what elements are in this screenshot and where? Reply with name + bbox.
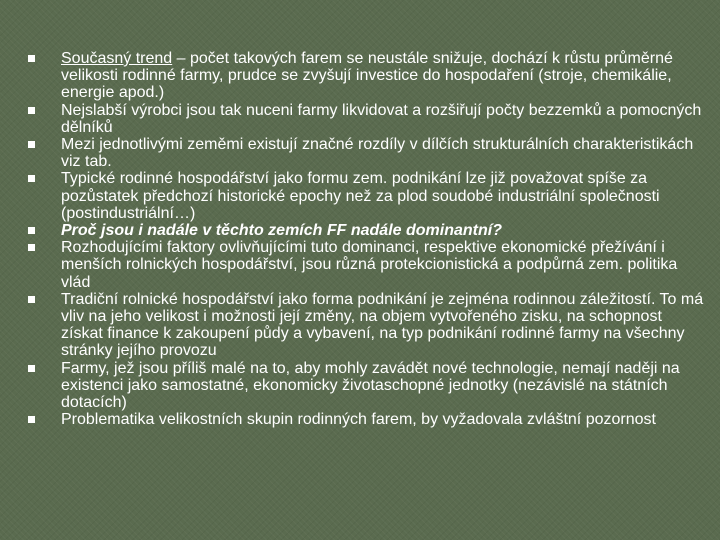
- bullet-text: Farmy, jež jsou příliš malé na to, aby mohly zavádět nové technologie, nemají naději na existenci jako samostatné, ekonomicky životaschopné jednotky (nezávislé na státních dotacích): [61, 359, 680, 412]
- bullet-list: [28, 50, 708, 428]
- bullet-text: Tradiční rolnické hospodářství jako forma podnikání je zejména rodinnou záležitostí. To má vliv na jeho velikost i možnosti její změny, na objem vytvořeného zisku, na schopnost získat finance k zakoupení půdy a vybavení, na typ podnikání rodinné farmy na všechny stránky jejího provozu: [61, 290, 704, 360]
- bullet-lead-underlined: Současný trend: [61, 50, 173, 67]
- bullet-question-text: Proč jsou i nadále v těchto zemích FF nadále dominantní?: [61, 222, 502, 240]
- square-bullet-icon: [28, 416, 35, 423]
- square-bullet-icon: [28, 175, 35, 182]
- bullet-item: [28, 239, 708, 291]
- bullet-item: [28, 291, 708, 360]
- bullet-text: – počet takových farem se neustále snižuje, dochází k růstu průměrné velikosti rodinné farmy, prudce se zvyšují investice do hospodaření (stroje, chemikálie, energie apod.): [61, 50, 673, 102]
- bullet-item: [28, 50, 708, 102]
- bullet-item: [28, 170, 708, 222]
- bullet-text: Mezi jednotlivými zeměmi existují značné rozdíly v dílčích strukturálních charakteristikách viz tab.: [61, 136, 694, 171]
- bullet-text: Problematika velikostních skupin rodinných farem, by vyžadovala zvláštní pozornost: [61, 411, 656, 429]
- bullet-text: Nejslabší výrobci jsou tak nuceni farmy likvidovat a rozšiřují počty bezzemků a pomocných dělníků: [61, 101, 702, 136]
- bullet-text: Typické rodinné hospodářství jako formu zem. podnikání lze již považovat spíše za pozůstatek předchozí historické epochy než za plod soudobé industriální společnosti (postindustriální…): [61, 170, 660, 222]
- bullet-item: [28, 102, 708, 136]
- bullet-item: [28, 222, 708, 239]
- bullet-text: Rozhodujícími faktory ovlivňujícími tuto dominanci, respektive ekonomické přežívání i menších rolnických hospodářství, jsou různá protekcionistická a podpůrná zem. politika vlád: [61, 239, 678, 291]
- bullet-item: [28, 136, 708, 170]
- bullet-item: [28, 360, 708, 412]
- square-bullet-icon: [28, 107, 35, 114]
- bullet-item: [28, 411, 708, 428]
- square-bullet-icon: [28, 244, 35, 251]
- square-bullet-icon: [28, 296, 35, 303]
- square-bullet-icon: [28, 227, 35, 234]
- square-bullet-icon: [28, 55, 35, 62]
- square-bullet-icon: [28, 141, 35, 148]
- square-bullet-icon: [28, 365, 35, 372]
